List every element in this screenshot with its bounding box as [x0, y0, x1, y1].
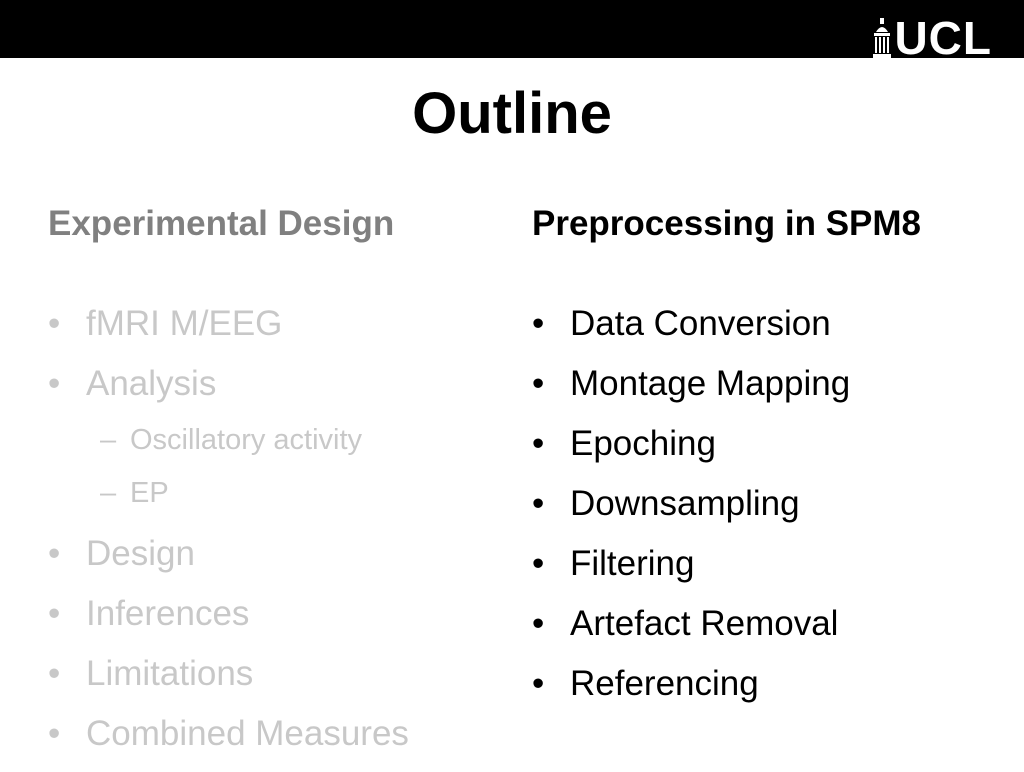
- list-item: [48, 712, 409, 772]
- list-item-text: Downsampling: [570, 484, 800, 523]
- list-item: [532, 662, 850, 722]
- sub-list-item: [48, 475, 409, 532]
- bullet-marker: •: [48, 714, 61, 753]
- bullet-marker: •: [532, 484, 545, 523]
- list-item: [532, 362, 850, 422]
- list-item: [532, 302, 850, 362]
- logo-text: UCL: [894, 12, 992, 64]
- bullet-marker: •: [48, 654, 61, 693]
- list-item: [532, 422, 850, 482]
- slide-title: Outline: [412, 81, 612, 146]
- list-item-text: Referencing: [570, 664, 759, 703]
- header-bar: [0, 0, 1024, 64]
- dash-marker: –: [100, 424, 117, 456]
- list-item-text: Artefact Removal: [570, 604, 839, 643]
- bullet-marker: •: [532, 664, 545, 703]
- list-item: [48, 362, 409, 422]
- list-item: [48, 592, 409, 652]
- list-item-text: Inferences: [86, 594, 250, 633]
- bullet-marker: •: [532, 304, 545, 343]
- list-item: [48, 532, 409, 592]
- bullet-marker: •: [532, 424, 545, 463]
- list-item-text: Data Conversion: [570, 304, 831, 343]
- list-item-text: Combined Measures: [86, 714, 409, 753]
- ucl-logo: [873, 12, 992, 64]
- list-item-text: EP: [130, 477, 169, 509]
- list-item-text: Limitations: [86, 654, 254, 693]
- list-item: [48, 302, 409, 362]
- right-column-heading: Preprocessing in SPM8: [532, 204, 922, 243]
- list-item: [532, 602, 850, 662]
- list-item-text: Montage Mapping: [570, 364, 851, 403]
- left-column-heading: Experimental Design: [48, 204, 395, 243]
- list-item: [532, 482, 850, 542]
- list-item: [48, 652, 409, 712]
- list-item: [532, 542, 850, 602]
- list-item-text: Analysis: [86, 364, 217, 403]
- bullet-marker: •: [48, 364, 61, 403]
- list-item-text: Oscillatory activity: [130, 424, 363, 456]
- bullet-marker: •: [532, 364, 545, 403]
- bullet-marker: •: [532, 604, 545, 643]
- list-item-text: Design: [86, 534, 195, 573]
- list-item-text: Epoching: [570, 424, 716, 463]
- bullet-marker: •: [48, 594, 61, 633]
- portico-icon: [873, 18, 891, 58]
- bullet-marker: •: [48, 534, 61, 573]
- bullet-marker: •: [532, 544, 545, 583]
- dash-marker: –: [100, 477, 117, 509]
- list-item-text: Filtering: [570, 544, 695, 583]
- sub-list-item: [48, 422, 409, 475]
- left-bullet-list: [48, 302, 409, 772]
- right-bullet-list: [532, 302, 850, 722]
- list-item-text: fMRI M/EEG: [86, 304, 283, 343]
- bullet-marker: •: [48, 304, 61, 343]
